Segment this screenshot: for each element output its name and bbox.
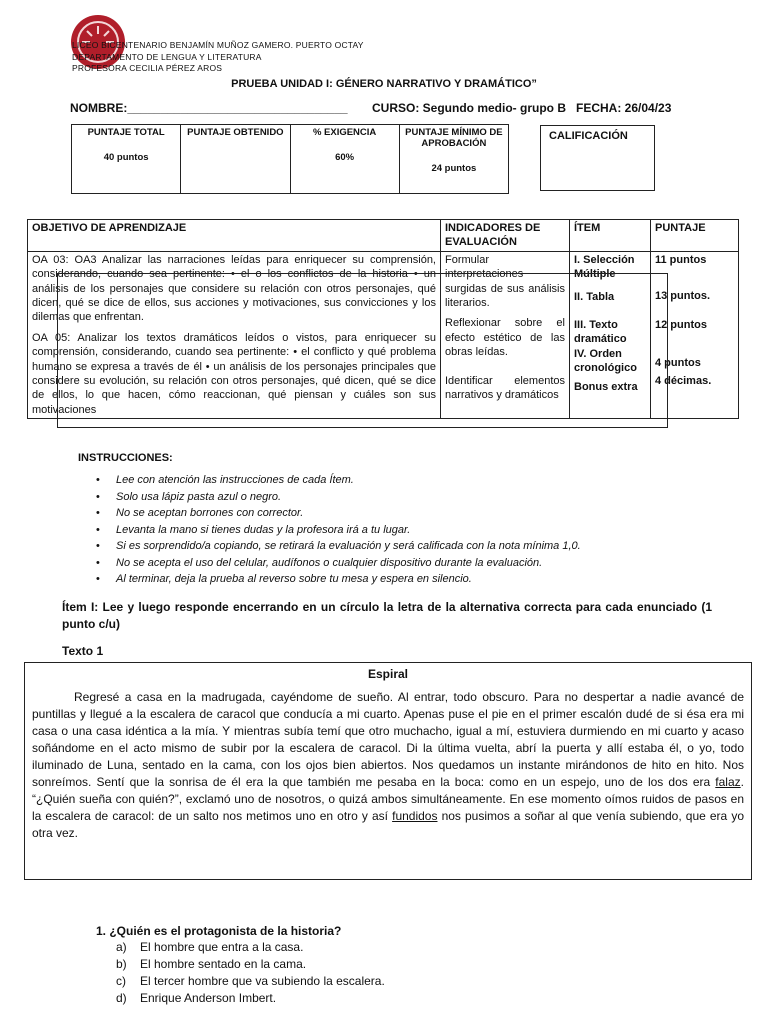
scores-value: 24 puntos: [431, 163, 477, 174]
instruction-item: • No se acepta el uso del celular, audífonos o cualquier dispositivo durante la evaluación.: [96, 557, 581, 574]
points-entry: 12 puntos: [655, 318, 707, 331]
points-entry: 4 puntos: [655, 357, 701, 370]
text-label: Texto 1: [62, 644, 104, 658]
scores-value: 60%: [335, 152, 355, 163]
scores-cell: [290, 125, 399, 194]
instruction-item: • Al terminar, deja la prueba al reverso sobre tu mesa y espera en silencio.: [96, 573, 581, 590]
department-name: DEPARTAMENTO DE LENGUA Y LITERATURA: [72, 51, 262, 62]
points-entry: 4 décimas.: [655, 375, 712, 388]
course-label: CURSO: Segundo medio- grupo B: [372, 101, 566, 115]
answer-option[interactable]: [116, 991, 385, 1008]
oa05-text: OA 05: Analizar los textos dramáticos leídos o vistos, para enriquecer su comprensión, considerando, cuando sea pertinente: • el conflicto y qué problema humano se expresa a través de él • un análisis de los personajes principales que considere su evolución, su relación con otros personajes, qué dicen, qué se dice de ellos, lo que hacen, cómo reaccionan, qué piensan y cuáles son sus motivaciones: [32, 331, 436, 416]
grade-label: CALIFICACIÓN: [549, 130, 628, 142]
date-label: FECHA: 26/04/23: [576, 101, 672, 115]
story-part: . “¿Quién sueña con quién?”, exclamó uno de nosotros, o quizá ambos simultáneamente. En ese momento oímos ruidos de pasos en la escalera de caracol: de un salto nos metimos uno en otro y así: [32, 775, 744, 823]
instruction-item: • No se aceptan borrones con corrector.: [96, 507, 581, 524]
instruction-item: • Lee con atención las instrucciones de cada Ítem.: [96, 474, 581, 491]
item1-heading: Ítem I: Lee y luego responde encerrando en un círculo la letra de la alternativa correcta para cada enunciado (1 punto c/u): [62, 600, 712, 631]
scores-header: % EXIGENCIA: [312, 127, 377, 138]
instruction-item: • Si es sorprendido/a copiando, se retirará la evaluación y será calificada con la nota mínima 1,0.: [96, 540, 581, 557]
scan-frame-outline: [57, 273, 668, 428]
points-header: PUNTAJE: [651, 220, 739, 252]
story-text: [32, 689, 744, 842]
instruction-item: • Levanta la mano si tienes dudas y la profesora irá a tu lugar.: [96, 524, 581, 541]
item-entry: I. Selección Múltiple: [574, 253, 635, 281]
underlined-word: fundidos: [392, 809, 438, 823]
objectives-header: OBJETIVO DE APRENDIZAJE: [28, 220, 441, 252]
story-part: Regresé a casa en la madrugada, cayéndome de sueño. Al entrar, todo obscuro. Para no despertar a nadie avancé de puntillas y llegué a la escalera de caracol que conducía a mi cuarto. Apenas puse el pie en el primer escalón dudé de si ésa era mi casa o una casa idéntica a la mía. Y mientras subía temí que otro muchacho, igual a mí, estuviera durmiendo en mi cuarto y acaso soñándome en el acto mismo de subir por la escalera de caracol. Di la última vuelta, abrí la puerta y allí estaba él, o yo, todo iluminado de Luna, sentado en la cama, con los ojos bien abiertos. Nos quedamos un instante mirándonos de hito en hito. Nos sonreímos. Sentí que la sonrisa de él era la que también me pesaba en la boca: como en un espejo, uno de los dos era: [32, 690, 744, 789]
option-letter: c): [116, 974, 126, 988]
item-entry: IV. Orden cronológico: [574, 347, 637, 375]
item-entry: Bonus extra: [574, 380, 638, 393]
item-header: ÍTEM: [570, 220, 651, 252]
grade-box[interactable]: [540, 125, 655, 191]
story-box: [24, 662, 752, 880]
item-entry: III. Texto dramático: [574, 319, 627, 346]
school-header: [72, 40, 364, 75]
question-1: 1. ¿Quién es el protagonista de la historia?: [96, 924, 342, 938]
option-letter: a): [116, 940, 127, 954]
teacher-name: PROFESORA CECILIA PÉREZ AROS: [72, 63, 223, 73]
story-part: nos pusimos a soñar al que venía subiendo, que era yo otra vez.: [32, 809, 744, 840]
story-title: Espiral: [367, 667, 409, 681]
name-field[interactable]: NOMBRE:_________________________________: [70, 101, 348, 115]
answer-option[interactable]: [116, 974, 385, 991]
underlined-word: falaz: [715, 775, 741, 789]
option-letter: b): [116, 957, 127, 971]
school-name: LICEO BICENTENARIO BENJAMÍN MUÑOZ GAMERO. PUERTO OCTAY: [72, 40, 364, 50]
instructions-heading: INSTRUCCIONES:: [78, 452, 173, 464]
option-text: El tercer hombre que va subiendo la escalera.: [140, 974, 385, 988]
oa03-text: OA 03: OA3 Analizar las narraciones leídas para enriquecer su comprensión, considerando, cuando sea pertinente: • el o los conflictos de la historia • un análisis de los personajes que considere su relación con otros personajes, qué dicen, qué se dice de ellos, sus acciones y motivaciones, sus convicciones y los dilemas que enfrentan.: [32, 253, 436, 324]
item-entry: II. Tabla: [574, 290, 615, 303]
indicator: Identificar elementos narrativos y dramáticos: [445, 374, 565, 402]
answer-option[interactable]: [116, 957, 385, 974]
option-text: El hombre que entra a la casa.: [140, 940, 304, 954]
instruction-item: • Solo usa lápiz pasta azul o negro.: [96, 491, 581, 508]
exam-title: PRUEBA UNIDAD I: GÉNERO NARRATIVO Y DRAMÁTICO”: [231, 78, 537, 90]
scores-cell[interactable]: [181, 125, 290, 194]
option-text: El hombre sentado en la cama.: [140, 957, 307, 971]
instructions-list: [96, 474, 581, 590]
option-letter: d): [116, 991, 127, 1005]
option-text: Enrique Anderson Imbert.: [140, 991, 277, 1005]
indicators-header: INDICADORES DE EVALUACIÓN: [441, 220, 570, 252]
scores-table: [71, 124, 509, 194]
scores-header: PUNTAJE OBTENIDO: [187, 127, 284, 138]
indicator: Formular interpretaciones surgidas de sus análisis literarios.: [445, 253, 565, 310]
points-entry: 13 puntos.: [655, 290, 711, 303]
scores-value: 40 puntos: [103, 152, 149, 163]
points-entry: 11 puntos: [655, 253, 707, 266]
question-1-options: [116, 940, 385, 1008]
indicator: Reflexionar sobre el efecto estético de las obras leídas.: [445, 317, 565, 359]
answer-option[interactable]: [116, 940, 385, 957]
scores-cell: [399, 125, 508, 194]
scores-header: PUNTAJE TOTAL: [87, 127, 165, 138]
scores-cell: [72, 125, 181, 194]
scores-header: PUNTAJE MÍNIMO DE APROBACIÓN: [405, 127, 503, 149]
